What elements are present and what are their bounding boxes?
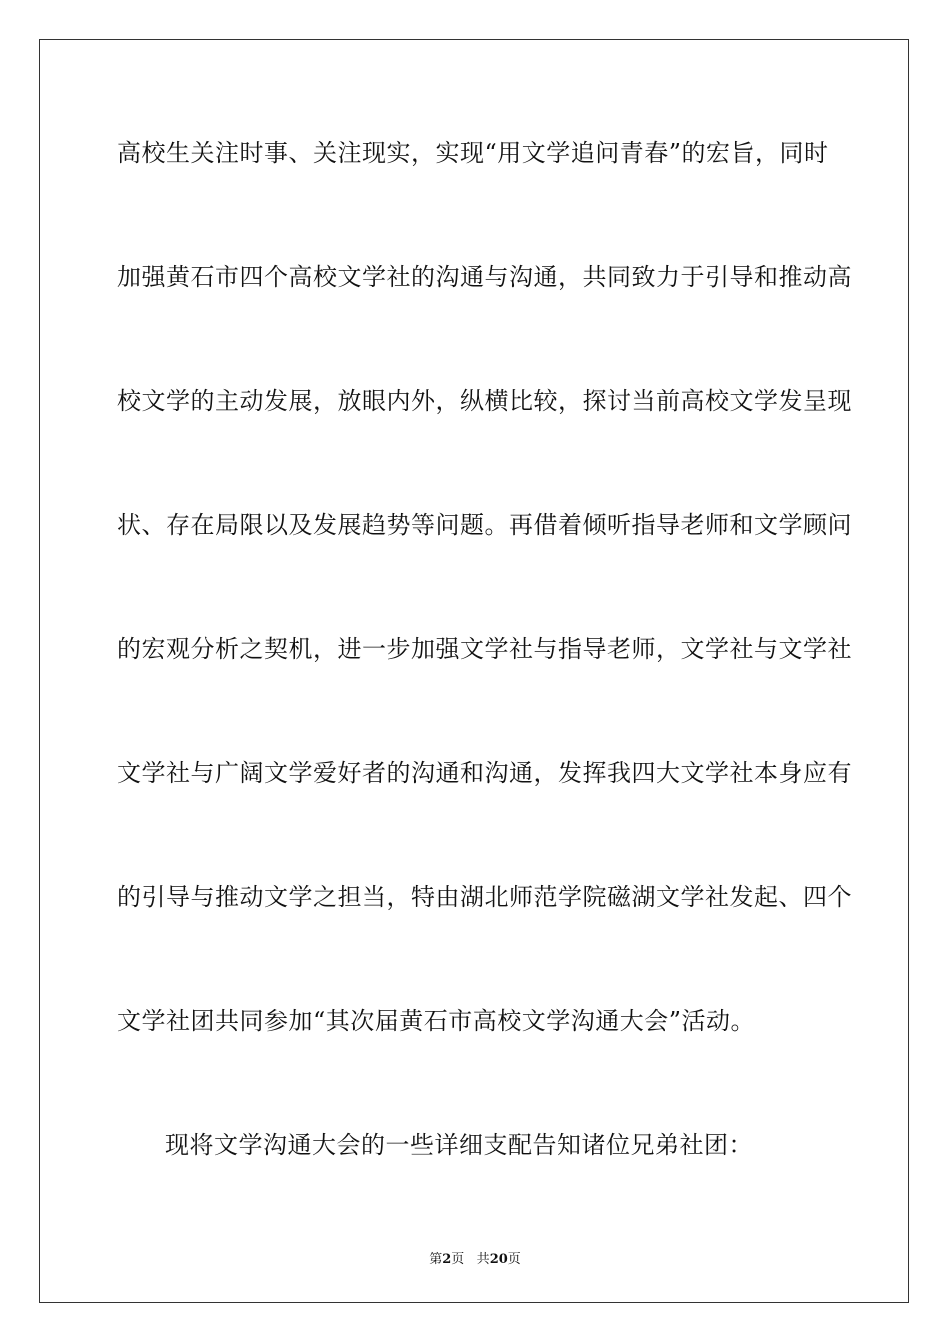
page-border <box>39 39 909 1303</box>
page-footer <box>0 1248 950 1267</box>
body-text-line: 校文学的主动发展，放眼内外，纵横比较，探讨当前高校文学发呈现 <box>117 387 852 415</box>
page-number: 2 <box>442 1252 452 1267</box>
total-pages: 20 <box>489 1252 508 1267</box>
paragraph-intro-line: 现将文学沟通大会的一些详细支配告知诸位兄弟社团： <box>165 1131 753 1159</box>
body-text-line: 状、存在局限以及发展趋势等问题。再借着倾听指导老师和文学顾问 <box>117 511 852 539</box>
body-text-line: 文学社团共同参加“其次届黄石市高校文学沟通大会”活动。 <box>117 1007 756 1035</box>
page-prefix: 第 <box>429 1252 443 1267</box>
body-text-line: 的引导与推动文学之担当，特由湖北师范学院磁湖文学社发起、四个 <box>117 883 852 911</box>
page-suffix: 页 <box>451 1252 465 1267</box>
body-text-line: 的宏观分析之契机，进一步加强文学社与指导老师，文学社与文学社 <box>117 635 852 663</box>
body-text-line: 加强黄石市四个高校文学社的沟通与沟通，共同致力于引导和推动高 <box>117 263 852 291</box>
body-text-line: 高校生关注时事、关注现实，实现“用文学追问青春”的宏旨，同时 <box>117 139 829 167</box>
body-text-line: 文学社与广阔文学爱好者的沟通和沟通，发挥我四大文学社本身应有 <box>117 759 852 787</box>
total-suffix: 页 <box>507 1252 521 1267</box>
total-prefix: 共 <box>476 1252 490 1267</box>
